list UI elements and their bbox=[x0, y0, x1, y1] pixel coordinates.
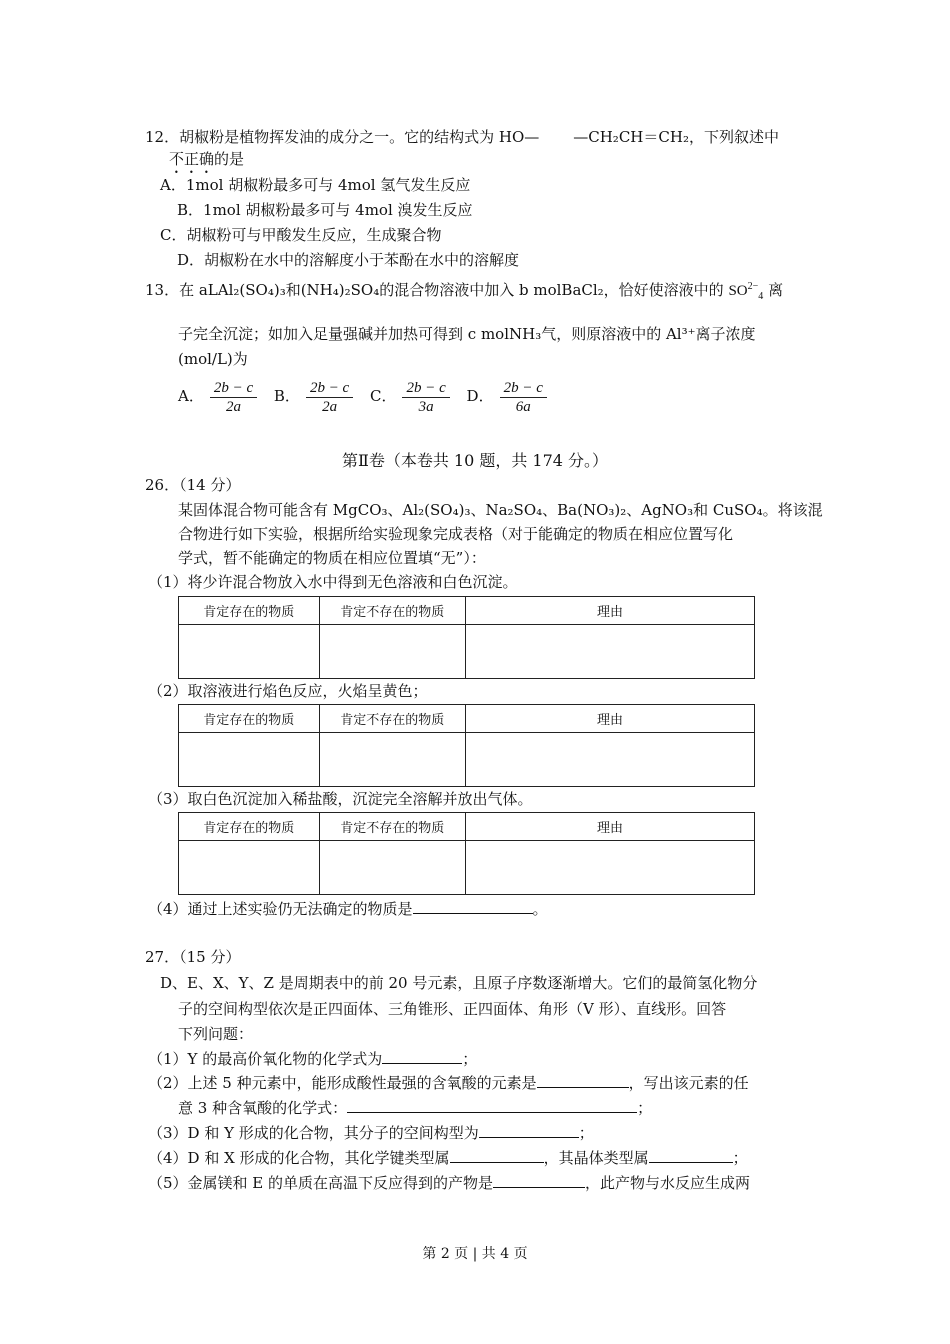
answer-cell-present[interactable] bbox=[179, 733, 320, 787]
q27-paragraph-2: 子的空间构型依次是正四面体、三角锥形、正四面体、角形（V 形）、直线形。回答 bbox=[178, 1000, 727, 1018]
q13-option-a: A． $\frac{2b - c}{2a}$ bbox=[178, 376, 263, 416]
answer-cell-present[interactable] bbox=[179, 625, 320, 679]
col-present: 肯定存在的物质 bbox=[179, 705, 320, 733]
col-present: 肯定存在的物质 bbox=[179, 597, 320, 625]
q13-stem-1: 13．在 aLAl₂(SO₄)₃和(NH₄)₂SO₄的混合物溶液中加入 b molBaCl₂，恰好使溶液中的 bbox=[145, 281, 724, 299]
q26-step-2: （2）取溶液进行焰色反应，火焰呈黄色； bbox=[148, 682, 428, 700]
q12-stem bbox=[145, 126, 779, 148]
q26-paragraph-3: 学式，暂不能确定的物质在相应位置填“无”）： bbox=[178, 549, 486, 567]
col-absent: 肯定不存在的物质 bbox=[319, 705, 466, 733]
q13-options bbox=[178, 376, 553, 416]
answer-blank[interactable] bbox=[382, 1047, 462, 1064]
q13-stem bbox=[145, 276, 783, 308]
q13-stem-3: (mol/L)为 bbox=[178, 350, 248, 368]
section-2-heading: 第Ⅱ卷（本卷共 10 题，共 174 分。） bbox=[341, 451, 609, 470]
q12-option-b: B．1mol 胡椒粉最多可与 4mol 溴发生反应 bbox=[177, 201, 473, 219]
q27-step-4: （4）D 和 X 形成的化合物，其化学键类型属 ，其晶体类型属 ； bbox=[148, 1146, 748, 1169]
q26-table-1 bbox=[178, 596, 755, 679]
q27-step-3: （3）D 和 Y 形成的化合物，其分子的空间构型为 ； bbox=[148, 1121, 594, 1144]
answer-cell-reason[interactable] bbox=[466, 841, 755, 895]
col-reason: 理由 bbox=[466, 705, 755, 733]
q27-paragraph-1: D、E、X、Y、Z 是周期表中的前 20 号元素，且原子序数逐渐增大。它们的最简氢化物分 bbox=[160, 974, 758, 992]
sulfate-ion: $SO^{2-}_4$ bbox=[728, 281, 764, 302]
answer-cell-reason[interactable] bbox=[466, 733, 755, 787]
fraction-c: $\frac{2b - c}{3a}$ bbox=[402, 379, 449, 416]
answer-blank[interactable] bbox=[493, 1171, 585, 1188]
q12-stem-b: —CH₂CH＝CH₂，下列叙述中 bbox=[573, 128, 779, 146]
q27-step-2a: （2）上述 5 种元素中，能形成酸性最强的含氧酸的元素是 ，写出该元素的任 bbox=[148, 1071, 749, 1094]
answer-blank[interactable] bbox=[450, 1146, 544, 1163]
answer-cell-present[interactable] bbox=[179, 841, 320, 895]
q12-option-a: A．1mol 胡椒粉最多可与 4mol 氢气发生反应 bbox=[160, 176, 471, 194]
fraction-d: $\frac{2b - c}{6a}$ bbox=[500, 379, 547, 416]
answer-cell-absent[interactable] bbox=[319, 625, 466, 679]
q27-heading: 27．（15 分） bbox=[145, 948, 241, 966]
q13-option-c: C． $\frac{2b - c}{3a}$ bbox=[370, 376, 456, 416]
q13-option-d: D． $\frac{2b - c}{6a}$ bbox=[467, 376, 553, 416]
col-reason: 理由 bbox=[466, 813, 755, 841]
col-present: 肯定存在的物质 bbox=[179, 813, 320, 841]
q26-step-1: （1）将少许混合物放入水中得到无色溶液和白色沉淀。 bbox=[148, 573, 518, 591]
q26-heading: 26．（14 分） bbox=[145, 476, 241, 494]
fraction-a: $\frac{2b - c}{2a}$ bbox=[210, 379, 257, 416]
q12-stem-a: 12．胡椒粉是植物挥发油的成分之一。它的结构式为 HO— bbox=[145, 128, 540, 146]
col-absent: 肯定不存在的物质 bbox=[319, 597, 466, 625]
q12-option-c: C．胡椒粉可与甲酸发生反应，生成聚合物 bbox=[160, 226, 442, 244]
q13-stem-2: 子完全沉淀；如加入足量强碱并加热可得到 c molNH₃气，则原溶液中的 Al³⁺离子浓度 bbox=[178, 325, 756, 343]
answer-blank[interactable] bbox=[347, 1096, 637, 1113]
q12-option-d: D．胡椒粉在水中的溶解度小于苯酚在水中的溶解度 bbox=[177, 251, 520, 269]
answer-cell-absent[interactable] bbox=[319, 841, 466, 895]
q12-stem-line2 bbox=[169, 148, 244, 177]
q27-step-1: （1）Y 的最高价氧化物的化学式为 ； bbox=[148, 1047, 477, 1070]
q12-stem-end: 的是 bbox=[214, 150, 245, 168]
q27-paragraph-3: 下列问题： bbox=[178, 1025, 254, 1043]
answer-blank[interactable] bbox=[479, 1121, 579, 1138]
answer-blank[interactable] bbox=[649, 1146, 733, 1163]
answer-cell-reason[interactable] bbox=[466, 625, 755, 679]
q12-not-correct: 不正确 bbox=[169, 150, 215, 168]
q26-paragraph-2: 合物进行如下实验，根据所给实验现象完成表格（对于能确定的物质在相应位置写化 bbox=[178, 525, 734, 543]
answer-cell-absent[interactable] bbox=[319, 733, 466, 787]
q13-option-b: B． $\frac{2b - c}{2a}$ bbox=[274, 376, 359, 416]
q26-step-4: （4）通过上述实验仍无法确定的物质是 。 bbox=[148, 897, 548, 920]
page-footer: 第 2 页 | 共 4 页 bbox=[422, 1246, 528, 1262]
fraction-b: $\frac{2b - c}{2a}$ bbox=[306, 379, 353, 416]
q26-table-2 bbox=[178, 704, 755, 787]
q27-step-5: （5）金属镁和 E 的单质在高温下反应得到的产物是 ，此产物与水反应生成两 bbox=[148, 1171, 750, 1194]
q27-step-2b: 意 3 种含氧酸的化学式： ； bbox=[178, 1096, 652, 1119]
q13-stem-1-end: 离 bbox=[768, 281, 784, 299]
answer-blank[interactable] bbox=[537, 1071, 629, 1088]
answer-blank[interactable] bbox=[413, 897, 533, 914]
col-reason: 理由 bbox=[466, 597, 755, 625]
q26-paragraph-1: 某固体混合物可能含有 MgCO₃、Al₂(SO₄)₃、Na₂SO₄、Ba(NO₃)₂、AgNO₃和 CuSO₄。将该混 bbox=[178, 501, 823, 519]
q26-step-3: （3）取白色沉淀加入稀盐酸，沉淀完全溶解并放出气体。 bbox=[148, 790, 533, 808]
q26-table-3 bbox=[178, 812, 755, 895]
col-absent: 肯定不存在的物质 bbox=[319, 813, 466, 841]
